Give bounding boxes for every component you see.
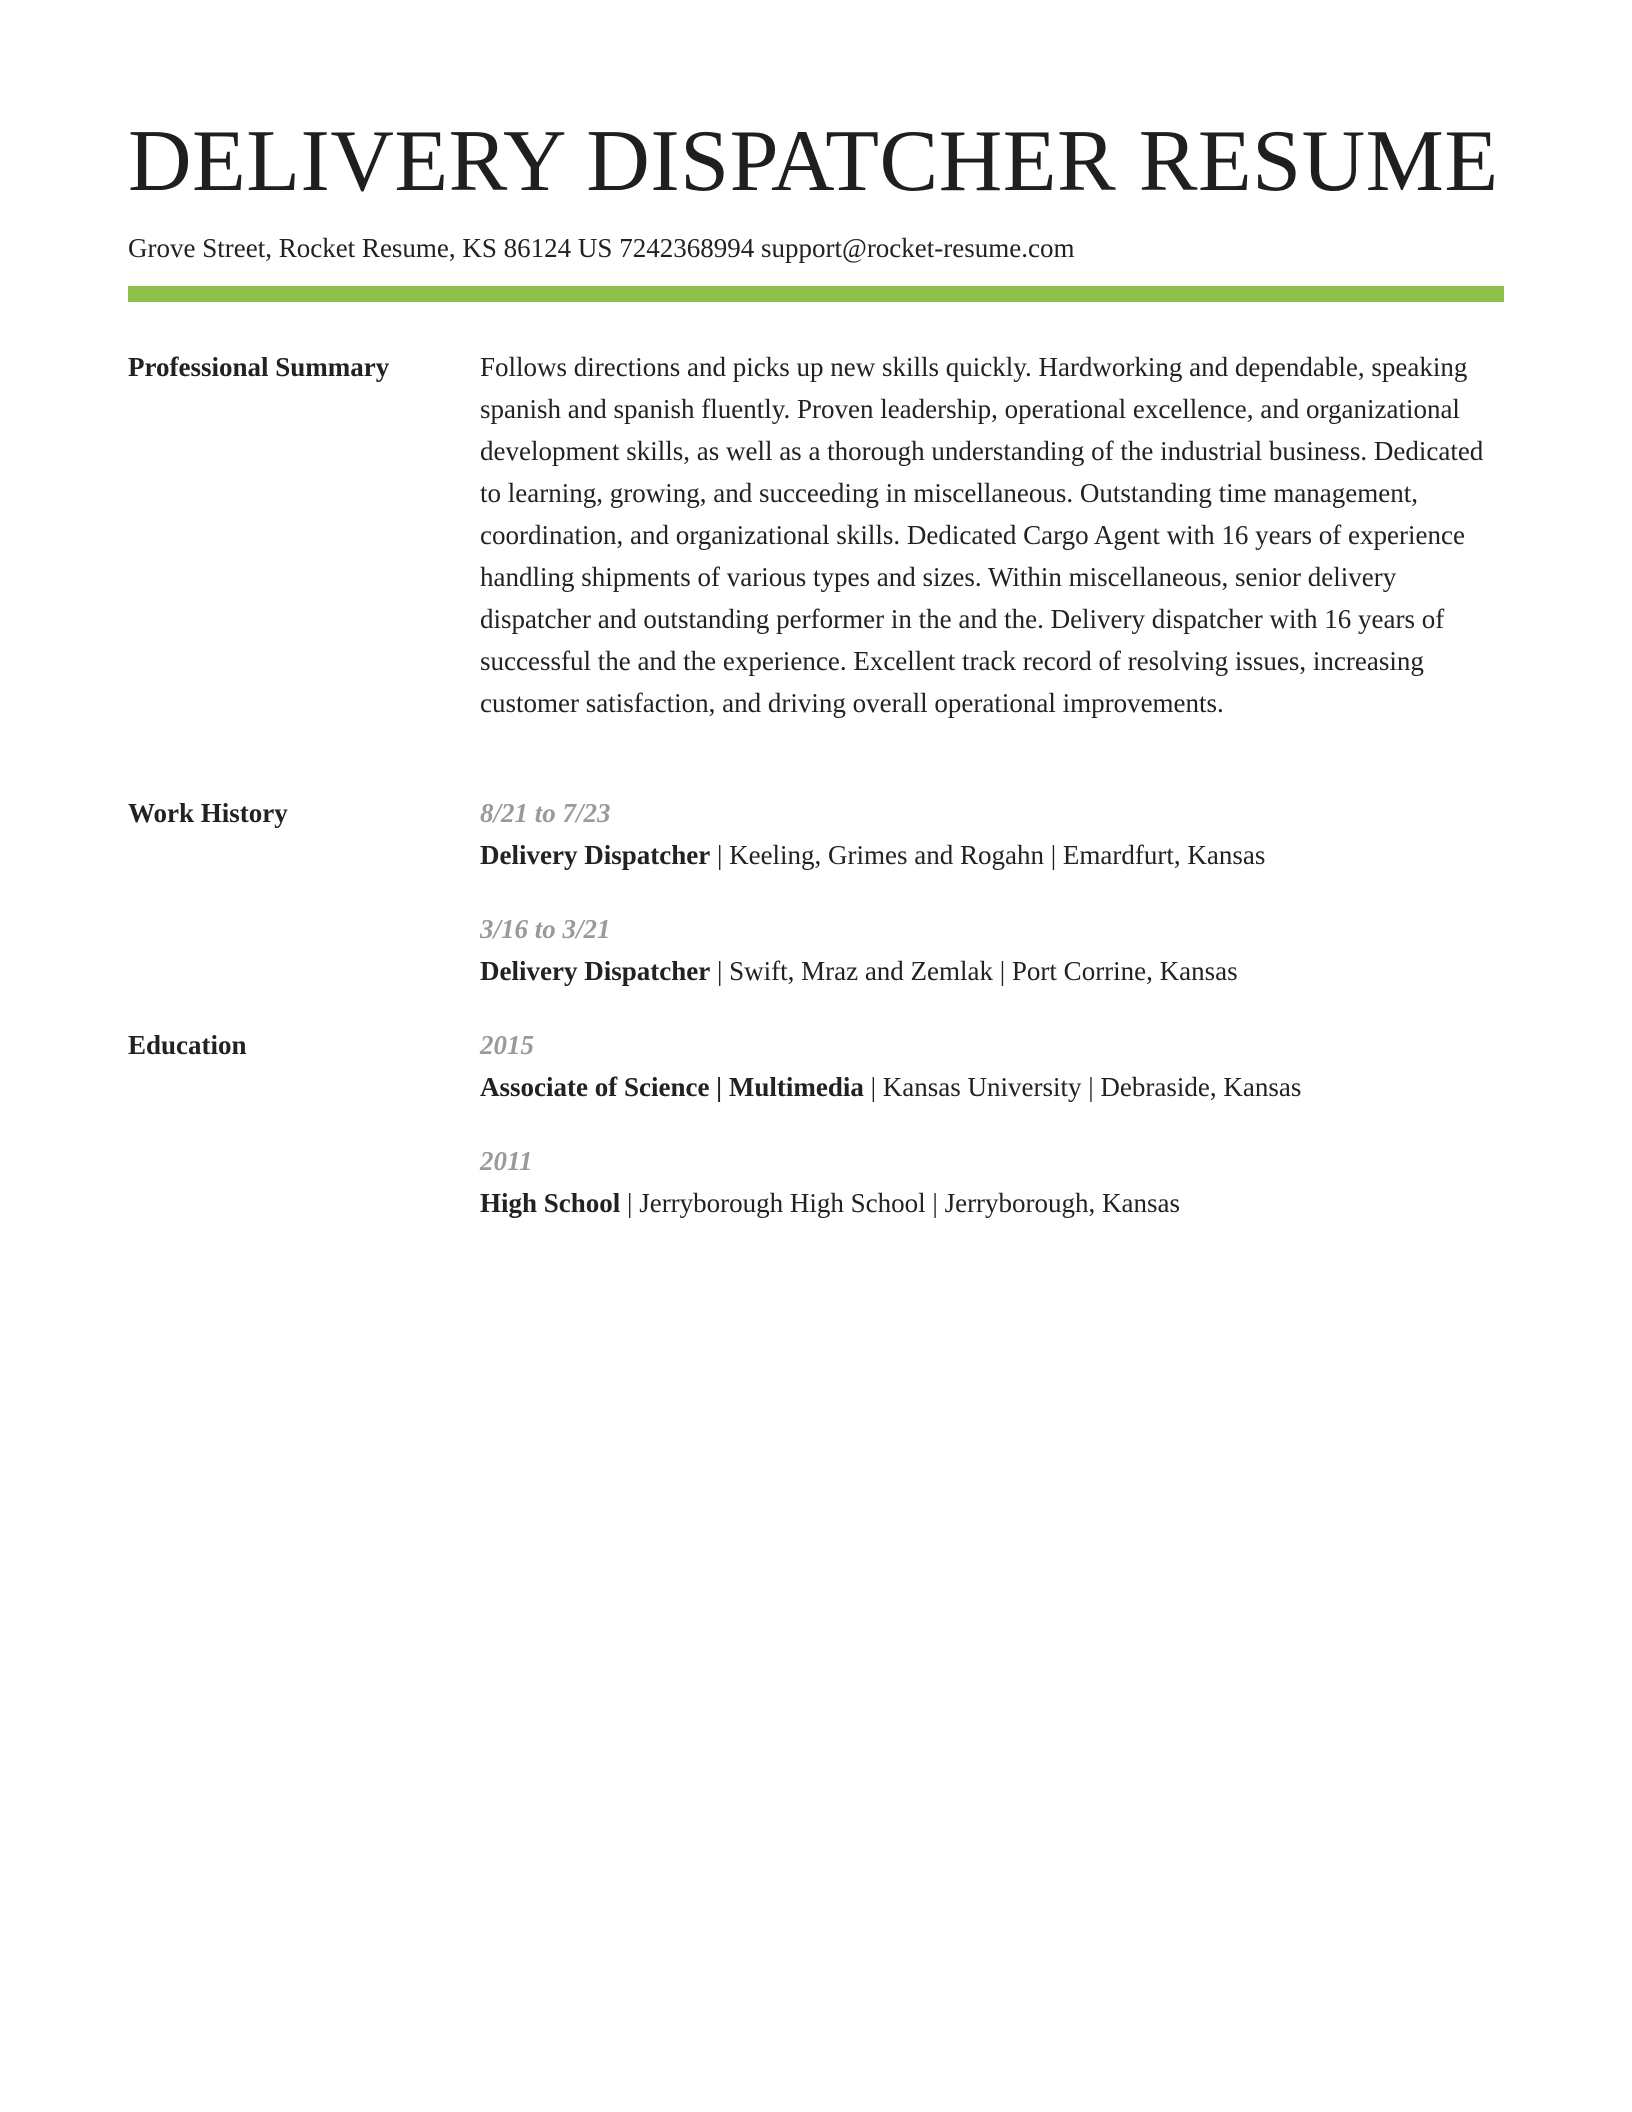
- summary-text: Follows directions and picks up new skills quickly. Hardworking and dependable, speaking spanish and spanish fluently. Proven leadership, operational excellence, and organizational development skills, as well as a thorough understanding of the industrial business. Dedicated to learning, growing, and succeeding in miscellaneous. Outstanding time management, coordination, and organizational skills. Dedicated Cargo Agent with 16 years of experience handling shipments of various types and sizes. Within miscellaneous, senior delivery dispatcher and outstanding performer in the and the. Delivery dispatcher with 16 years of successful the and the experience. Excellent track record of resolving issues, increasing customer satisfaction, and driving overall operational improvements.: [480, 352, 1484, 718]
- education-entry-date: 2015: [480, 1030, 534, 1060]
- work-entry-title: Delivery Dispatcher: [480, 956, 711, 986]
- education-body: [480, 1024, 1504, 1224]
- resume-title: DELIVERY DISPATCHER RESUME: [128, 113, 1499, 210]
- work-entry-details: | Keeling, Grimes and Rogahn | Emardfurt, Kansas: [710, 840, 1266, 870]
- contact-phone: 7242368994: [619, 233, 755, 263]
- summary-body: [480, 346, 1504, 724]
- education-label: Education: [128, 1030, 247, 1060]
- education-entry-title: High School: [480, 1188, 621, 1218]
- contact-email: support@rocket-resume.com: [760, 233, 1075, 263]
- work-entry-date: 3/16 to 3/21: [480, 914, 611, 944]
- contact-line: [128, 232, 1074, 264]
- work-history-label: Work History: [128, 798, 288, 828]
- work-entry-details: | Swift, Mraz and Zemlak | Port Corrine, Kansas: [710, 956, 1238, 986]
- work-entry: [480, 908, 1504, 992]
- header-divider: [128, 286, 1504, 302]
- education-entry-details: | Jerryborough High School | Jerryborough, Kansas: [620, 1188, 1181, 1218]
- work-entry-line: [480, 834, 1504, 876]
- work-entry-date: 8/21 to 7/23: [480, 798, 611, 828]
- education-entry-line: [480, 1066, 1504, 1108]
- work-history-body: [480, 792, 1504, 992]
- work-entry-line: [480, 950, 1504, 992]
- education-entry: [480, 1140, 1504, 1224]
- education-entry-title: Associate of Science | Multimedia: [480, 1072, 864, 1102]
- education-entry-details: | Kansas University | Debraside, Kansas: [863, 1072, 1302, 1102]
- education-entry-date: 2011: [480, 1146, 533, 1176]
- education-entry-line: [480, 1182, 1504, 1224]
- contact-address: Grove Street, Rocket Resume, KS 86124 US: [128, 233, 613, 263]
- work-entry-title: Delivery Dispatcher: [480, 840, 711, 870]
- summary-label: Professional Summary: [128, 352, 390, 382]
- education-entry: [480, 1024, 1504, 1108]
- work-entry: [480, 792, 1504, 876]
